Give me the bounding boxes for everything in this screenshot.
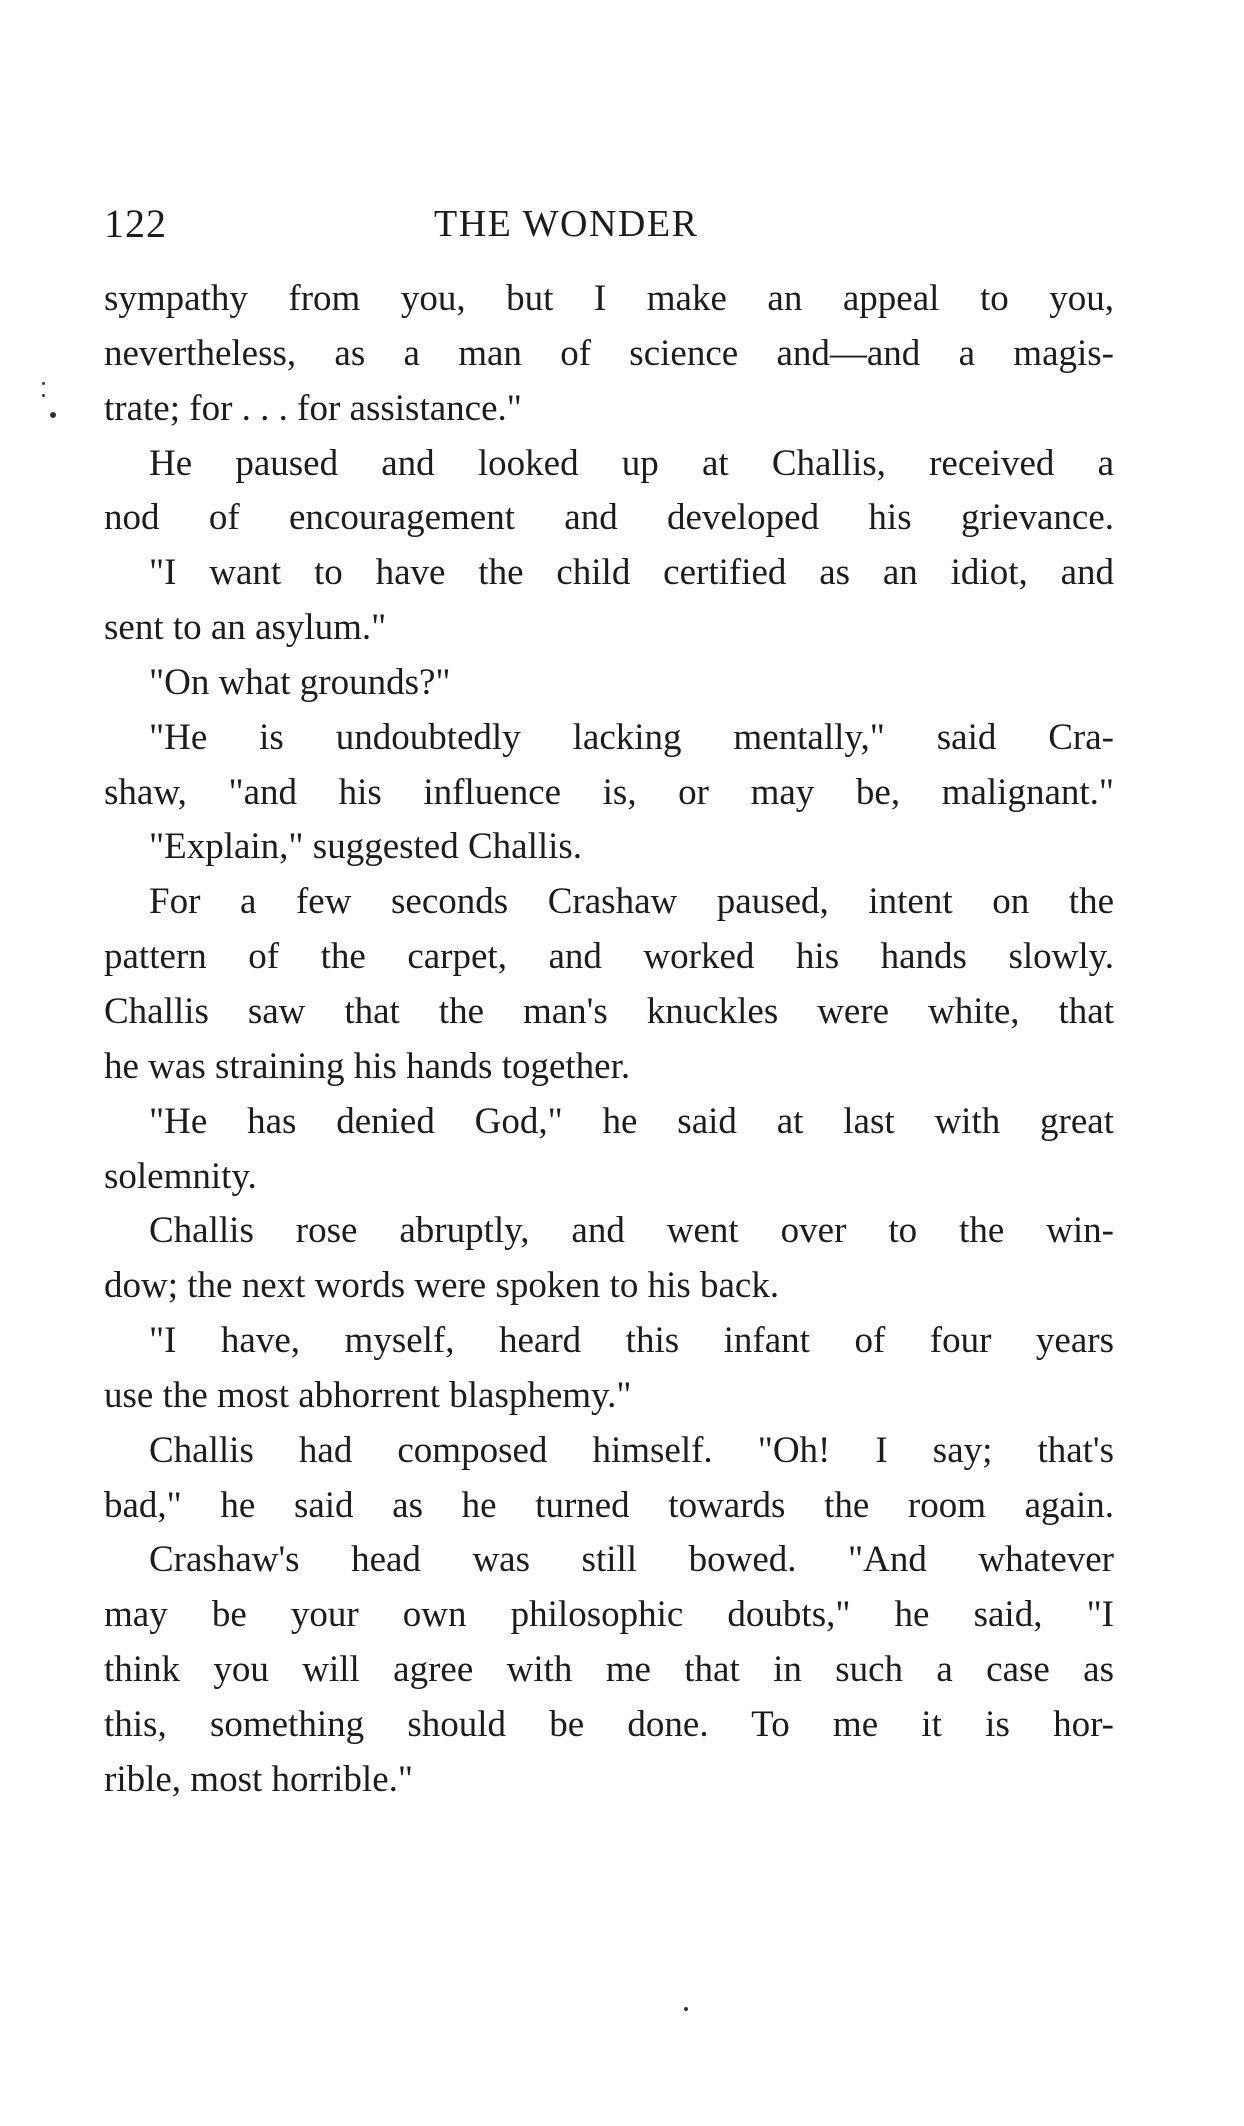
text-line: pattern of the carpet, and worked his hands slowly. [104,936,1114,978]
running-head: THE WONDER [434,203,699,245]
scan-speck [684,2007,688,2011]
text-line: "He is undoubtedly lacking mentally," said Cra- [149,716,1114,758]
scan-speck [42,382,45,385]
text-line: nevertheless, as a man of science and—and a magis- [104,332,1114,374]
page-number: 122 [104,201,167,246]
text-line: Challis saw that the man's knuckles were white, that [104,990,1114,1032]
text-line: this, something should be done. To me it is hor- [104,1703,1114,1745]
text-line: For a few seconds Crashaw paused, intent on the [149,881,1114,923]
text-line: "He has denied God," he said at last with great [149,1100,1114,1142]
text-line: may be your own philosophic doubts," he said, "I [104,1594,1114,1636]
text-line: trate; for . . . for assistance." [104,387,522,429]
text-line: he was straining his hands together. [104,1045,631,1087]
text-line: dow; the next words were spoken to his back. [104,1265,780,1307]
text-line: He paused and looked up at Challis, received a [149,442,1114,484]
body-text [104,272,1114,1808]
text-line: "I want to have the child certified as an idiot, and [149,552,1114,594]
scan-speck [50,412,56,418]
text-line: Crashaw's head was still bowed. "And whatever [149,1539,1114,1581]
text-line: nod of encouragement and developed his grievance. [104,497,1114,539]
page-header [104,196,1114,256]
scan-speck [42,394,45,397]
text-line: Challis rose abruptly, and went over to the win- [149,1210,1114,1252]
text-line: think you will agree with me that in such a case as [104,1649,1114,1691]
text-line: Challis had composed himself. "Oh! I say; that's [149,1429,1114,1471]
text-line: sent to an asylum." [104,607,387,649]
text-line: "Explain," suggested Challis. [149,826,583,868]
text-line: solemnity. [104,1155,257,1197]
text-line: "I have, myself, heard this infant of four years [149,1320,1114,1362]
text-line: sympathy from you, but I make an appeal to you, [104,278,1114,319]
text-line: rible, most horrible." [104,1758,413,1800]
text-line: bad," he said as he turned towards the room again. [104,1484,1114,1526]
text-line: use the most abhorrent blasphemy." [104,1374,632,1416]
text-line: "On what grounds?" [149,661,451,703]
text-line: shaw, "and his influence is, or may be, malignant." [104,771,1114,813]
